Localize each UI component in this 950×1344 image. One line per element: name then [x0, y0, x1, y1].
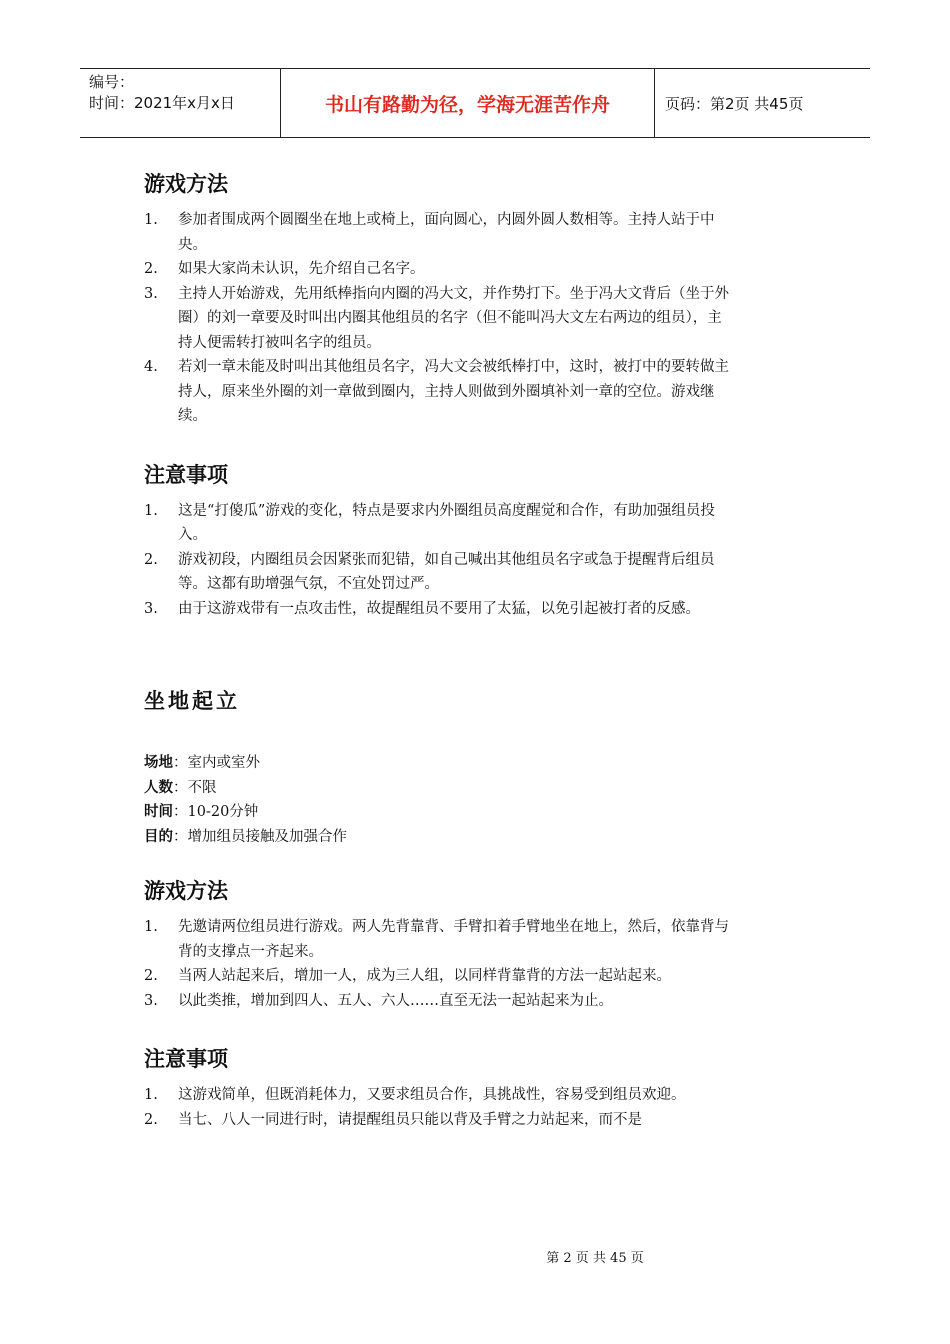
list-number: 4.	[144, 359, 158, 375]
list-number: 2.	[144, 551, 158, 568]
list-number: 1.	[144, 212, 158, 228]
list-item	[144, 597, 734, 622]
meta-value: ：室内或室外	[173, 755, 260, 771]
list-item	[144, 282, 734, 356]
list-number: 1.	[144, 502, 158, 519]
list-text: 如果大家尚未认识，先介绍自己名字。	[178, 261, 425, 277]
section-title-method-2: 游戏方法	[144, 879, 228, 903]
list-item	[144, 1108, 734, 1133]
meta-key: 目的	[144, 828, 173, 845]
list-item	[144, 989, 734, 1014]
list-item	[144, 915, 734, 964]
list-text: 以此类推，增加到四人、五人、六人……直至无法一起站起来为止。	[178, 992, 613, 1009]
list-item	[144, 257, 734, 282]
page-header	[80, 68, 870, 138]
list-number: 3.	[144, 600, 158, 617]
method-2-list	[144, 915, 734, 1013]
list-item	[144, 964, 734, 989]
list-text: 若刘一章未能及时叫出其他组员名字，冯大文会被纸棒打中，这时，被打中的要转做主持人，原来坐外圈的刘一章做到圈内，主持人则做到外圈填补刘一章的空位。游戏继续。	[178, 359, 729, 424]
meta-time	[144, 800, 734, 825]
meta-value: ：10-20分钟	[173, 804, 259, 820]
meta-value: ：不限	[173, 779, 217, 796]
list-text: 游戏初段，内圈组员会因紧张而犯错，如自己喊出其他组员名字或急于提醒背后组员等。这都有助增强气氛，不宜处罚过严。	[178, 551, 715, 592]
list-item	[144, 355, 734, 429]
meta-goal	[144, 825, 734, 850]
section-title-notes-2: 注意事项	[144, 1047, 228, 1071]
notes-2-list	[144, 1083, 734, 1132]
list-text: 当七、八人一同进行时，请提醒组员只能以背及手臂之力站起来，而不是	[178, 1111, 642, 1128]
meta-people	[144, 776, 734, 801]
game-title: 坐地起立	[144, 689, 240, 713]
list-number: 1.	[144, 1087, 158, 1103]
list-item	[144, 548, 734, 597]
number-label: 编号：	[89, 73, 135, 91]
list-text: 主持人开始游戏，先用纸棒指向内圈的冯大文，并作势打下。坐于冯大文背后（坐于外圈）的刘一章要及时叫出内圈其他组员的名字（但不能叫冯大文左右两边的组员），主持人便需转打被叫名字的组员。	[178, 285, 729, 351]
header-meta	[80, 69, 281, 137]
list-item	[144, 208, 734, 257]
meta-key: 时间	[144, 804, 173, 820]
list-number: 2.	[144, 1111, 158, 1128]
list-text: 先邀请两位组员进行游戏。两人先背靠背、手臂扣着手臂地坐在地上，然后，依靠背与背的支撑点一齐起来。	[178, 919, 729, 960]
meta-key: 人数	[144, 779, 173, 796]
meta-key: 场地	[144, 755, 173, 771]
notes-1-list	[144, 499, 734, 622]
list-item	[144, 499, 734, 548]
list-text: 由于这游戏带有一点攻击性，故提醒组员不要用了太猛，以免引起被打者的反感。	[178, 600, 700, 617]
section-title-method-1: 游戏方法	[144, 172, 228, 196]
list-text: 这游戏简单，但既消耗体力，又要求组员合作，具挑战性，容易受到组员欢迎。	[178, 1087, 686, 1103]
list-number: 2.	[144, 261, 158, 277]
list-number: 1.	[144, 919, 158, 935]
header-motto: 书山有路勤为径，学海无涯苦作舟	[281, 69, 655, 137]
time-label: 时间：2021年x月x日	[89, 94, 235, 112]
header-page-label: 页码：第2页 共45页	[665, 94, 804, 113]
document-body	[144, 168, 734, 1132]
page-footer: 第 2 页 共 45 页	[546, 1251, 644, 1266]
list-text: 这是“打傻瓜”游戏的变化，特点是要求内外圈组员高度醒觉和合作，有助加强组员投入。	[178, 502, 715, 543]
list-text: 参加者围成两个圆圈坐在地上或椅上，面向圆心，内圆外圆人数相等。主持人站于中央。	[178, 212, 715, 253]
meta-value: ：增加组员接触及加强合作	[173, 828, 347, 845]
list-text: 当两人站起来后，增加一人，成为三人组，以同样背靠背的方法一起站起来。	[178, 968, 671, 984]
list-item	[144, 1083, 734, 1108]
section-title-notes-1: 注意事项	[144, 462, 228, 487]
meta-venue	[144, 751, 734, 776]
method-1-list	[144, 208, 734, 429]
list-number: 3.	[144, 285, 158, 302]
list-number: 3.	[144, 992, 158, 1009]
list-number: 2.	[144, 968, 158, 984]
game-meta	[144, 751, 734, 849]
